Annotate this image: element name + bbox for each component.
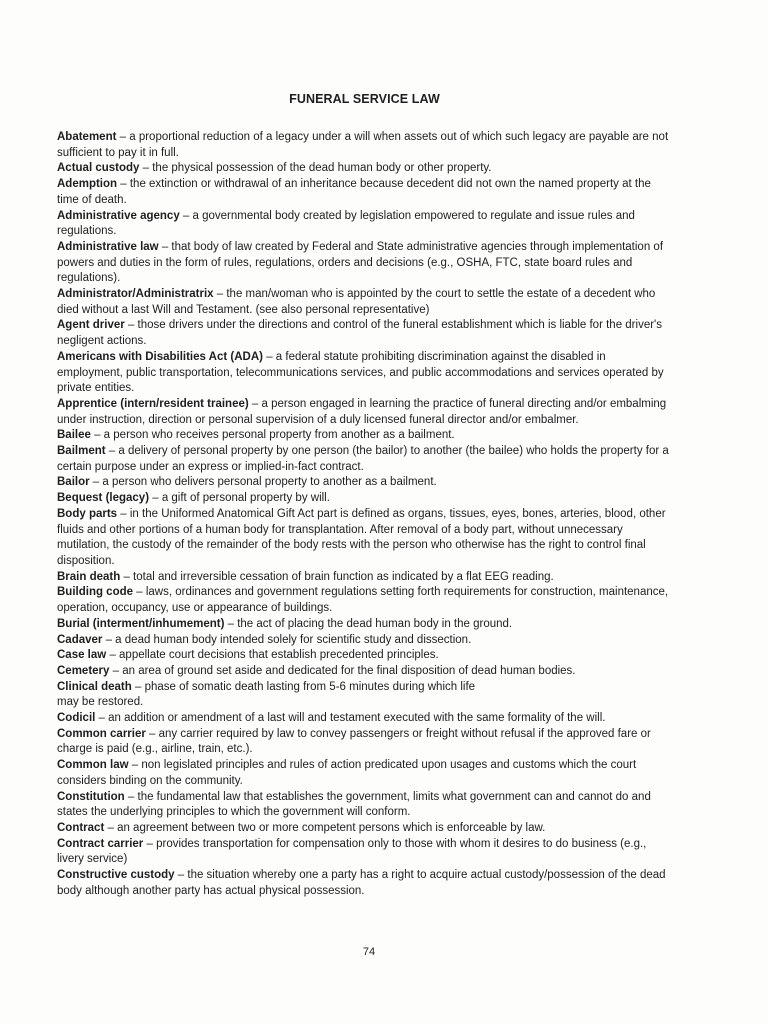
glossary-entry-agent-driver bbox=[57, 318, 672, 349]
entry-term: Building code bbox=[57, 586, 134, 599]
entry-definition: – provides transportation for compensation only to those with whom it desires to do business (e.g., livery service) bbox=[57, 837, 647, 866]
entry-term: Administrative law bbox=[57, 240, 159, 253]
entry-term: Codicil bbox=[57, 712, 96, 725]
entry-term: Apprentice (intern/resident trainee) bbox=[57, 397, 249, 410]
glossary-entry-constitution bbox=[57, 790, 672, 821]
page-number: 74 bbox=[362, 946, 376, 958]
glossary-entry-common-law bbox=[57, 758, 672, 789]
entry-definition: – the extinction or withdrawal of an inheritance because decedent did not own the named property at the time of death. bbox=[57, 178, 651, 206]
glossary-list bbox=[57, 130, 672, 899]
entry-term: Case law bbox=[57, 649, 107, 662]
entry-definition: – phase of somatic death lasting from 5-6 minutes during which life may be restored. bbox=[57, 680, 476, 709]
entry-term: Constructive custody bbox=[57, 869, 175, 882]
glossary-entry-clinical-death bbox=[57, 680, 672, 711]
entry-definition: – an agreement between two or more competent persons which is enforceable by law. bbox=[107, 821, 546, 834]
entry-definition: – a proportional reduction of a legacy under a will when assets out of which such legacy are payable are not sufficient to pay it in full. bbox=[57, 131, 669, 159]
entry-term: Brain death bbox=[57, 570, 121, 583]
entry-term: Ademption bbox=[57, 178, 118, 191]
glossary-entry-bailee bbox=[57, 428, 672, 444]
entry-term: Contract bbox=[57, 821, 105, 834]
glossary-entry-actual-custody bbox=[57, 161, 672, 177]
entry-definition: – a person who delivers personal property to another as a bailment. bbox=[92, 476, 437, 489]
entry-term: Constitution bbox=[57, 790, 125, 803]
entry-definition: – non legislated principles and rules of action predicated upon usages and customs which the court considers binding on the community. bbox=[57, 759, 637, 787]
entry-definition: – any carrier required by law to convey passengers or freight without refusal if the approved fare or charge is paid (e.g., airline, train, etc.). bbox=[57, 727, 651, 756]
glossary-entry-codicil bbox=[57, 711, 672, 727]
entry-definition: – a gift of personal property by will. bbox=[152, 492, 330, 505]
entry-definition: – a federal statute prohibiting discrimination against the disabled in employment, public transportation, telecommunications services, and public accommodations and services operated by private entities. bbox=[57, 350, 664, 395]
glossary-entry-apprentice bbox=[57, 397, 672, 428]
entry-term: Bailment bbox=[57, 445, 106, 458]
entry-definition: – laws, ordinances and government regulations setting forth requirements for construction, maintenance, operation, occupancy, use or appearance of buildings. bbox=[57, 586, 669, 615]
entry-definition: – appellate court decisions that establish precedented principles. bbox=[109, 649, 439, 662]
glossary-entry-body-parts bbox=[57, 507, 672, 570]
entry-term: Common carrier bbox=[57, 727, 146, 740]
entry-term: Burial (interment/inhumement) bbox=[57, 617, 225, 630]
entry-definition: – a governmental body created by legislation empowered to regulate and issue rules and regulations. bbox=[57, 209, 635, 238]
entry-term: Agent driver bbox=[57, 319, 125, 332]
entry-definition: – the situation whereby one a party has a right to acquire actual custody/possession of the dead body although another party has actual physical possession. bbox=[57, 869, 666, 897]
entry-term: Administrator/Administratrix bbox=[57, 288, 214, 301]
entry-term: Cemetery bbox=[57, 664, 110, 677]
entry-definition: – that body of law created by Federal and State administrative agencies through implementation of powers and duties in the form of rules, regulations, orders and decisions (e.g., OSHA, FTC, state board rules and regulations). bbox=[57, 240, 664, 285]
entry-term: Bailor bbox=[57, 476, 90, 489]
entry-term: Actual custody bbox=[57, 162, 140, 175]
glossary-entry-ada bbox=[57, 350, 672, 397]
glossary-entry-bailor bbox=[57, 475, 672, 491]
entry-definition: – the man/woman who is appointed by the court to settle the estate of a decedent who died without a last Will and Testament. (see also personal representative) bbox=[57, 288, 656, 316]
glossary-entry-administrative-agency bbox=[57, 209, 672, 240]
glossary-entry-bequest bbox=[57, 491, 672, 507]
entry-term: Americans with Disabilities Act (ADA) bbox=[57, 350, 263, 363]
glossary-entry-building-code bbox=[57, 585, 672, 616]
glossary-entry-case-law bbox=[57, 648, 672, 664]
glossary-entry-burial bbox=[57, 617, 672, 633]
glossary-entry-contract bbox=[57, 821, 672, 837]
glossary-entry-administrative-law bbox=[57, 240, 672, 287]
entry-definition: – the physical possession of the dead human body or other property. bbox=[142, 162, 492, 175]
entry-definition: – total and irreversible cessation of brain function as indicated by a flat EEG reading. bbox=[123, 570, 554, 583]
entry-term: Administrative agency bbox=[57, 209, 180, 222]
entry-term: Contract carrier bbox=[57, 837, 144, 850]
entry-definition: – the fundamental law that establishes the government, limits what government can and cannot do and states the underlying principles to which the government will conform. bbox=[57, 790, 651, 819]
glossary-entry-brain-death bbox=[57, 570, 672, 586]
entry-term: Cadaver bbox=[57, 633, 103, 646]
entry-definition: – an area of ground set aside and dedicated for the final disposition of dead human bodies. bbox=[112, 664, 576, 677]
glossary-entry-cadaver bbox=[57, 633, 672, 649]
entry-definition: – in the Uniformed Anatomical Gift Act part is defined as organs, tissues, eyes, bones, arteries, blood, other fluids and other portions of a human body for transplantation. After removal of a body part, without unnecessary mutilation, the custody of the remainder of the body rests with the person who otherwise has the right to control final disposition. bbox=[57, 507, 666, 567]
glossary-entry-constructive-custody bbox=[57, 868, 672, 899]
entry-definition: – an addition or amendment of a last will and testament executed with the same formality of the will. bbox=[98, 712, 606, 725]
entry-definition: – a person who receives personal property from another as a bailment. bbox=[94, 429, 455, 442]
glossary-entry-ademption bbox=[57, 177, 672, 208]
entry-definition: – a person engaged in learning the practice of funeral directing and/or embalming under instruction, direction or personal supervision of a duly licensed funeral director and/or embalmer. bbox=[57, 397, 667, 426]
glossary-entry-administrator bbox=[57, 287, 672, 318]
glossary-entry-abatement bbox=[57, 130, 672, 161]
entry-term: Clinical death bbox=[57, 680, 132, 693]
entry-term: Body parts bbox=[57, 507, 118, 520]
entry-term: Common law bbox=[57, 759, 129, 772]
entry-definition: – the act of placing the dead human body in the ground. bbox=[227, 617, 513, 630]
glossary-entry-common-carrier bbox=[57, 727, 672, 758]
entry-definition: – a delivery of personal property by one person (the bailor) to another (the bailee) who holds the property for a certain purpose under an express or implied-in-fact contract. bbox=[57, 445, 669, 473]
page-title: FUNERAL SERVICE LAW bbox=[289, 92, 440, 106]
entry-term: Abatement bbox=[57, 131, 117, 143]
glossary-entry-contract-carrier bbox=[57, 837, 672, 868]
glossary-entry-cemetery bbox=[57, 664, 672, 680]
entry-term: Bequest (legacy) bbox=[57, 492, 150, 505]
glossary-entry-bailment bbox=[57, 444, 672, 475]
entry-definition: – a dead human body intended solely for scientific study and dissection. bbox=[105, 633, 472, 646]
entry-term: Bailee bbox=[57, 429, 91, 442]
entry-definition: – those drivers under the directions and control of the funeral establishment which is liable for the driver's negligent actions. bbox=[57, 319, 662, 348]
